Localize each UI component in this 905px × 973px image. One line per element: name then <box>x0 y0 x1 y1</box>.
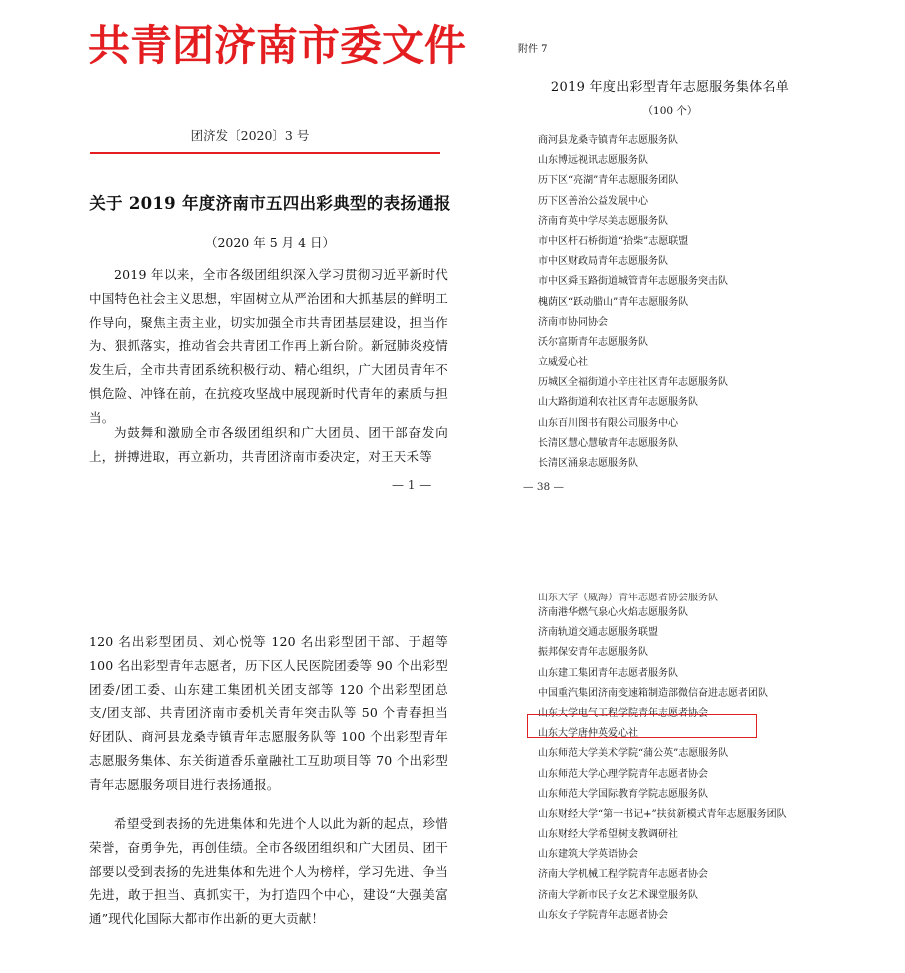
paragraph-closing: 希望受到表扬的先进集体和先进个人以此为新的起点，珍惜荣誉，奋勇争先，再创佳绩。全市各级团组织和广大团员、团干部要以受到表扬的先进集体和先进个人为榜样，学习先进、争当先进，敢于担当、真抓实干，为打造四个中心，建设“大强美富通”现代化国际大都市作出新的更大贡献！ <box>89 816 448 927</box>
list-item: 历下区“亮湖”青年志愿服务团队 <box>538 175 679 187</box>
list-item: 商河县龙桑寺镇青年志愿服务队 <box>538 135 678 146</box>
paragraph-decision: 为鼓舞和激励全市各级团组织和广大团员、团干部奋发向上，拼搏进取，再立新功，共青团济南市委决定，对王天禾等 <box>89 425 448 464</box>
attachment-page-1 <box>500 0 860 500</box>
org-red-header: 共青团济南市委文件 <box>88 21 467 70</box>
list-item: 济南轨道交通志愿服务联盟 <box>538 627 658 639</box>
list-item: 山东财经大学“第一书记+”扶贫新模式青年志愿服务团队 <box>538 808 787 820</box>
highlighted-list-item: 山东大学电气工程学院青年志愿者协会 <box>538 707 708 719</box>
list-item: 山大路街道利农社区青年志愿服务队 <box>538 397 698 409</box>
list-item: 市中区舜玉路街道城管青年志愿服务突击队 <box>538 276 728 288</box>
volunteer-group-list <box>538 131 728 474</box>
paragraph-intro: 2019 年以来，全市各级团组织深入学习贯彻习近平新时代中国特色社会主义思想，牢固树立从严治团和大抓基层的鲜明工作导向，聚焦主责主业，切实加强全市共青团基层建设，担当作为、狠抓落实，推动省会共青团工作再上新台阶。新冠肺炎疫情发生后，全市共青团系统积极行动、精心组织，广大团员青年不惧危险、冲锋在前，在抗疫攻坚战中展现新时代青年的素质与担当。 <box>89 267 448 425</box>
list-item: 山东建筑大学英语协会 <box>538 849 638 861</box>
notice-heading: 关于 2019 年度济南市五四出彩典型的表扬通报 <box>89 194 451 213</box>
list-item: 市中区杆石桥街道“拾柴”志愿联盟 <box>538 235 689 247</box>
list-item: 济南市协同协会 <box>538 316 608 328</box>
list-item: 沃尔富斯青年志愿服务队 <box>538 336 648 348</box>
list-title: 2019 年度出彩型青年志愿服务集体名单 <box>550 80 790 95</box>
list-item: 山东女子学院青年志愿者协会 <box>538 909 668 921</box>
list-item: 济南育英中学尽美志愿服务队 <box>538 215 668 227</box>
red-divider <box>90 152 440 154</box>
list-item: 长清区涌泉志愿服务队 <box>538 458 638 469</box>
page-number: — 1 — <box>392 478 432 492</box>
list-item: 山东博远视讯志愿服务队 <box>538 155 648 167</box>
list-item: 长清区慧心慧敏青年志愿服务队 <box>538 437 678 449</box>
attachment-page-2 <box>500 593 860 973</box>
list-item: 市中区财政局青年志愿服务队 <box>538 256 668 268</box>
list-item: 立威爱心社 <box>538 357 588 369</box>
list-item: 山东师范大学国际教育学院志愿服务队 <box>538 788 708 800</box>
list-item: 济南港华燃气泉心火焰志愿服务队 <box>538 607 688 618</box>
cropped-item-text: 山东大学（威海）青年志愿者协会服务队 <box>538 593 718 603</box>
notice-date: （2020 年 5 月 4 日） <box>204 235 336 250</box>
list-item: 中国重汽集团济南变速箱制造部微信奋进志愿者团队 <box>538 687 768 699</box>
list-item: 山东师范大学心理学院青年志愿者协会 <box>538 768 708 780</box>
page-number: — 38 — <box>523 481 565 493</box>
list-item: 山东大学唐仲英爱心社 <box>538 728 638 740</box>
list-item: 历下区善治公益发展中心 <box>538 195 648 207</box>
list-item: 振邦保安青年志愿服务队 <box>538 647 648 659</box>
document-number: 团济发〔2020〕3 号 <box>190 128 310 143</box>
list-item: 济南大学机械工程学院青年志愿者协会 <box>538 869 708 881</box>
list-item: 济南大学新市民子女艺术课堂服务队 <box>538 889 698 901</box>
list-item: 山东百川图书有限公司服务中心 <box>538 417 678 429</box>
list-item: 历城区全福街道小辛庄社区青年志愿服务队 <box>538 377 728 389</box>
notice-page-1 <box>60 0 480 500</box>
list-item: 槐荫区“跃动腊山”青年志愿服务队 <box>538 296 689 308</box>
attachment-label: 附件 7 <box>518 44 548 55</box>
notice-page-2 <box>60 600 480 973</box>
list-item: 山东师范大学美术学院“蒲公英”志愿服务队 <box>538 748 729 760</box>
list-item: 山东财经大学希望树支教调研社 <box>538 829 678 841</box>
paragraph-list-of-honorees: 120 名出彩型团员、刘心悦等 120 名出彩型团干部、于超等 100 名出彩型青年志愿者，历下区人民医院团委等 90 个出彩型团委/团工委、山东建工集团机关团支部等 120 个出彩型团总支/团支部、共青团济南市委机关青年突击队等 50 个青春担当好团队、商河县龙桑寺镇青年志愿服务队等 100 个出彩型青年志愿服务集体、东关街道香乐童融社工互助项目等 70 个出彩型青年志愿服务项目进行表扬通报。 <box>89 634 448 792</box>
list-count: （100 个） <box>642 105 698 117</box>
red-highlight-box <box>527 714 757 738</box>
volunteer-group-list-continued <box>538 603 787 926</box>
list-item: 山东建工集团青年志愿者服务队 <box>538 667 678 679</box>
